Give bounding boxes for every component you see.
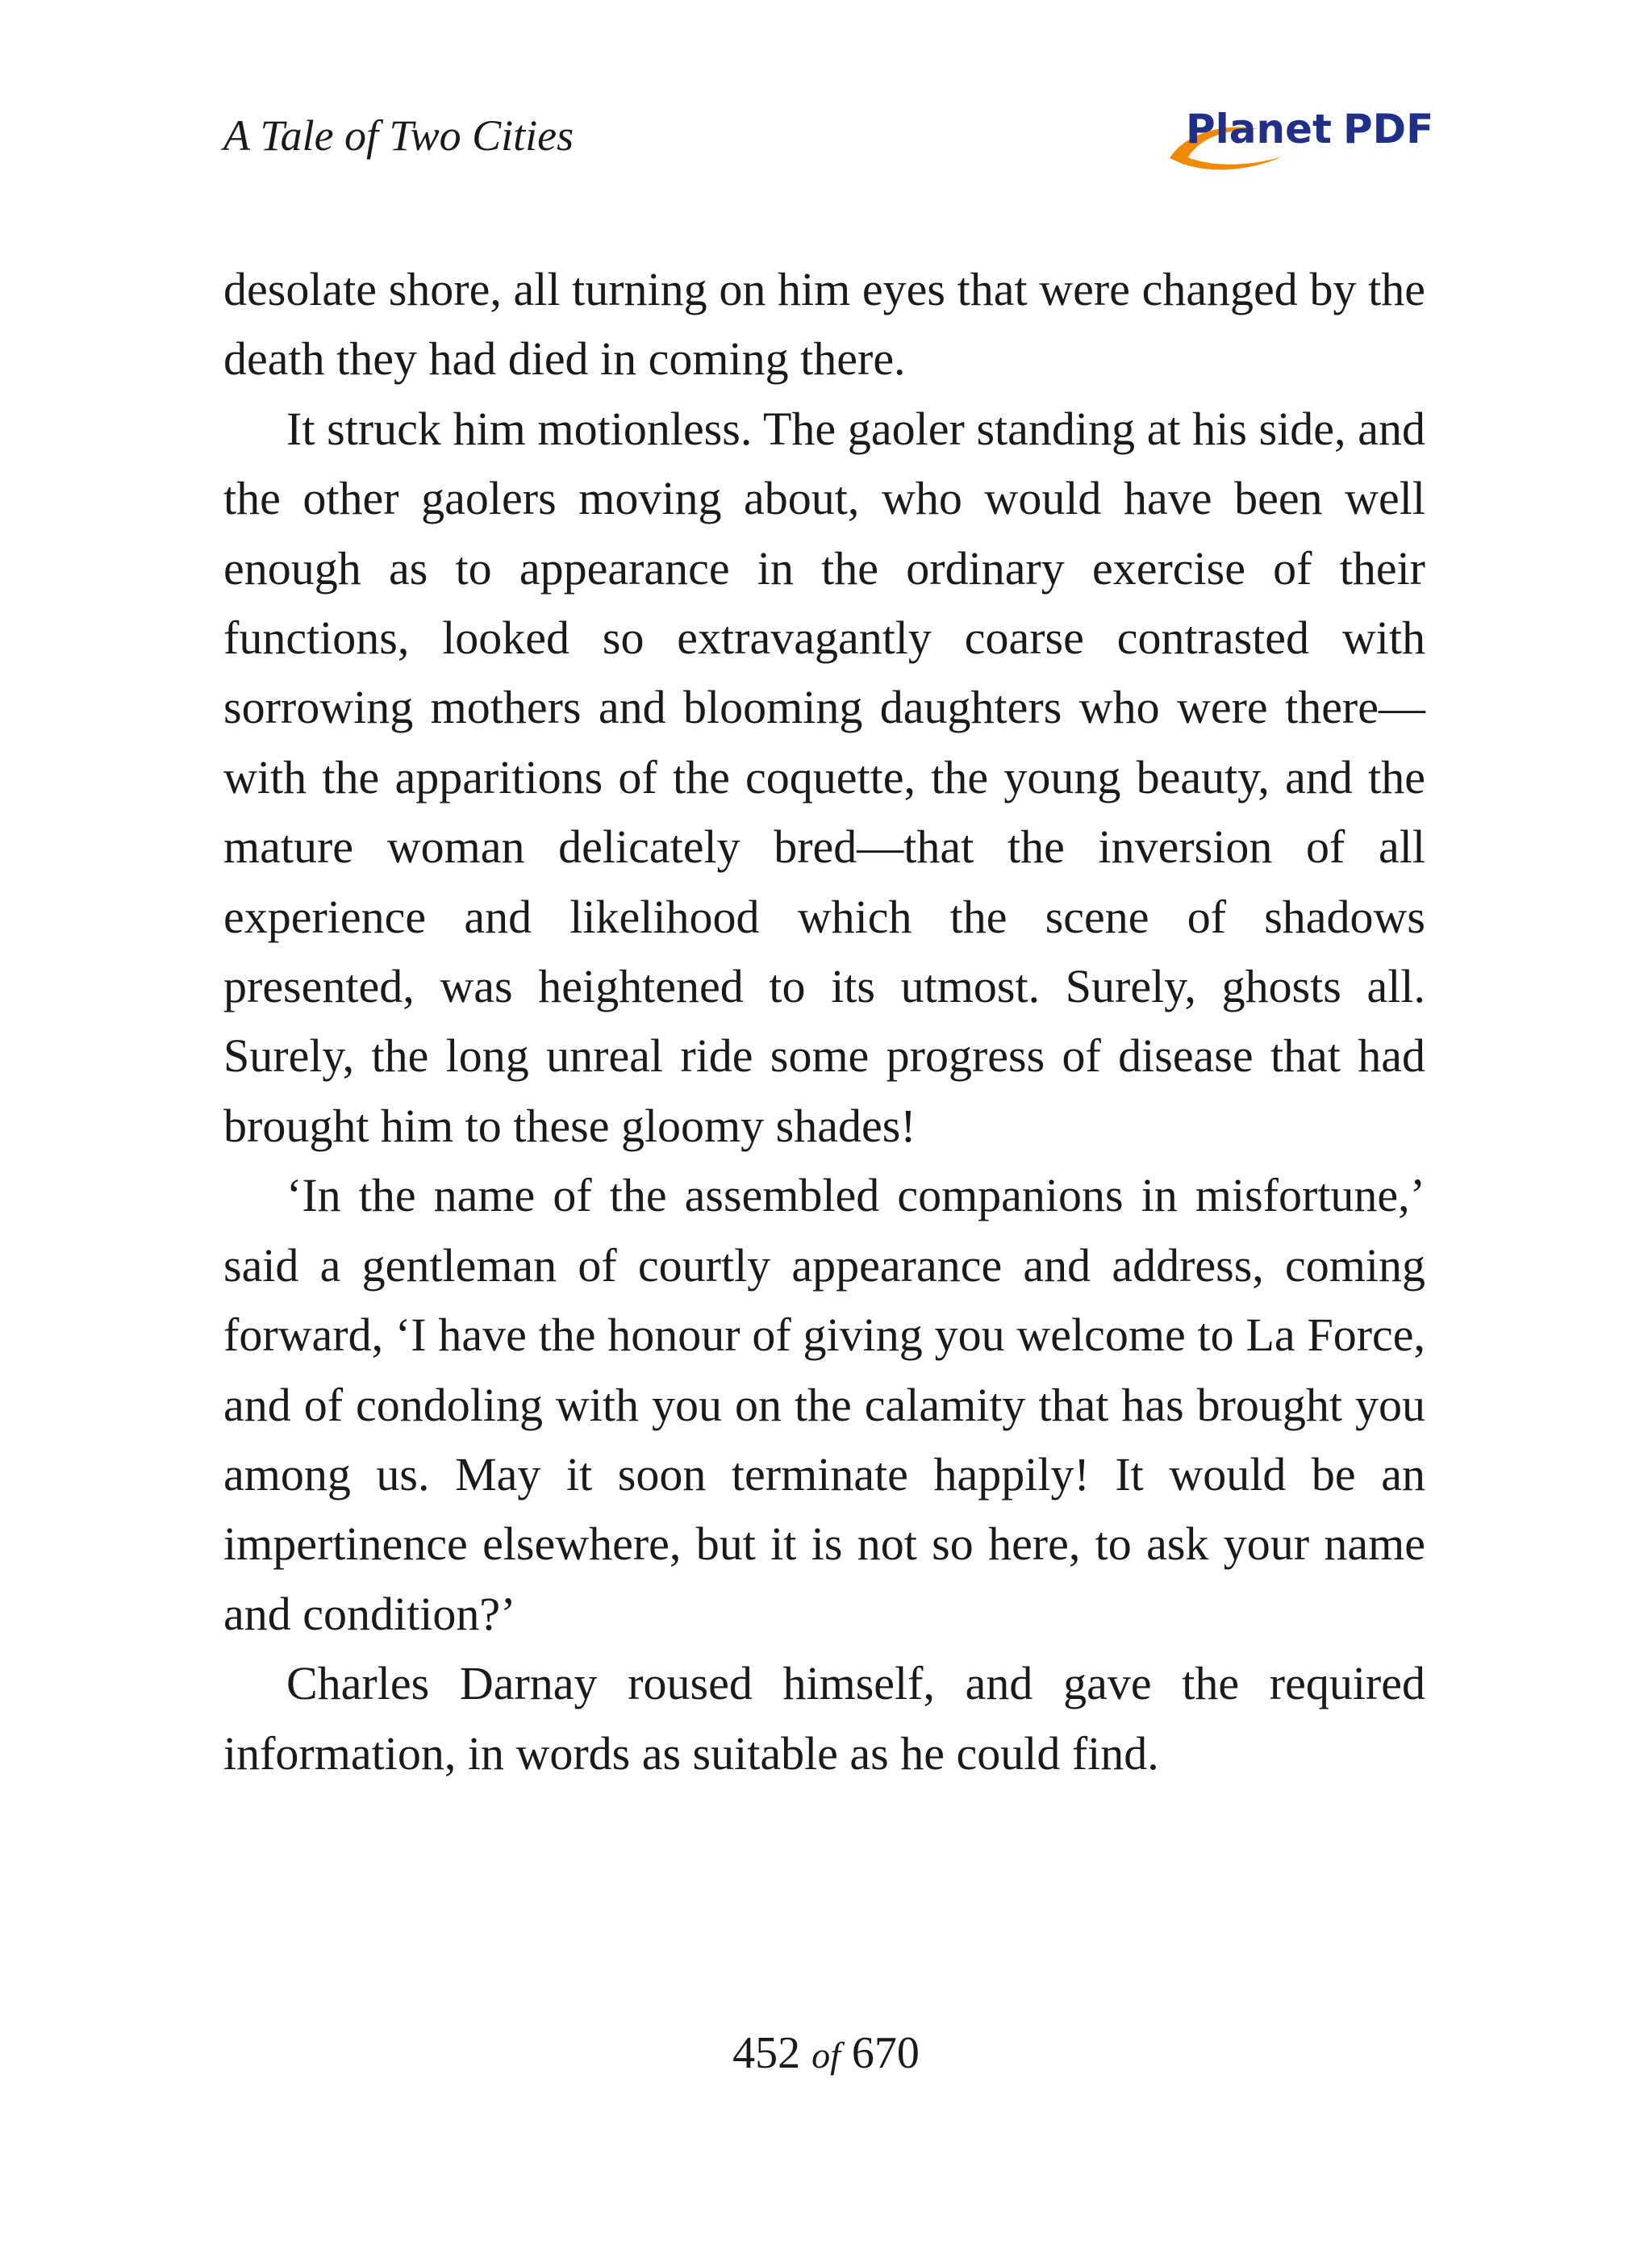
page-of: of: [811, 2035, 841, 2076]
paragraph-3: ‘In the name of the assembled companions in misfortune,’ said a gentleman of courtly appearance and address, coming forward, ‘I have the honour of giving you welcome to La Force, and of condoling with you on the calamity that has brought you among us. May it soon terminate happily! It would be an impertinence elsewhere, but it is not so here, to ask your name and condition?’: [223, 1169, 1425, 1640]
planet-pdf-logo: [1162, 100, 1434, 173]
page-current: 452: [732, 2028, 801, 2078]
page-body: [223, 255, 1425, 1789]
paragraph-4: Charles Darnay roused himself, and gave the required information, in words as suitable as he could find.: [223, 1657, 1425, 1780]
paragraph-1: desolate shore, all turning on him eyes that were changed by the death they had died in coming there.: [223, 263, 1425, 386]
page-total: 670: [851, 2028, 920, 2078]
logo-text: [1186, 105, 1433, 153]
running-header-title: A Tale of Two Cities: [223, 111, 574, 160]
paragraph-2: It struck him motionless. The gaoler standing at his side, and the other gaolers moving about, who would have been well enough as to appearance in the ordinary exercise of their functions, looked so extravagantly coarse contrasted with sorrowing mothers and blooming daughters who were there—with the apparitions of the coquette, the young beauty, and the mature woman delicately bred—that the inversion of all experience and likelihood which the scene of shadows presented, was heightened to its utmost. Surely, ghosts all. Surely, the long unreal ride some progress of disease that had brought him to these gloomy shades!: [223, 402, 1425, 1152]
logo-word-pdf: PDF: [1342, 106, 1434, 152]
logo-word-planet: Planet: [1186, 106, 1332, 152]
page-number: [0, 2021, 1652, 2088]
